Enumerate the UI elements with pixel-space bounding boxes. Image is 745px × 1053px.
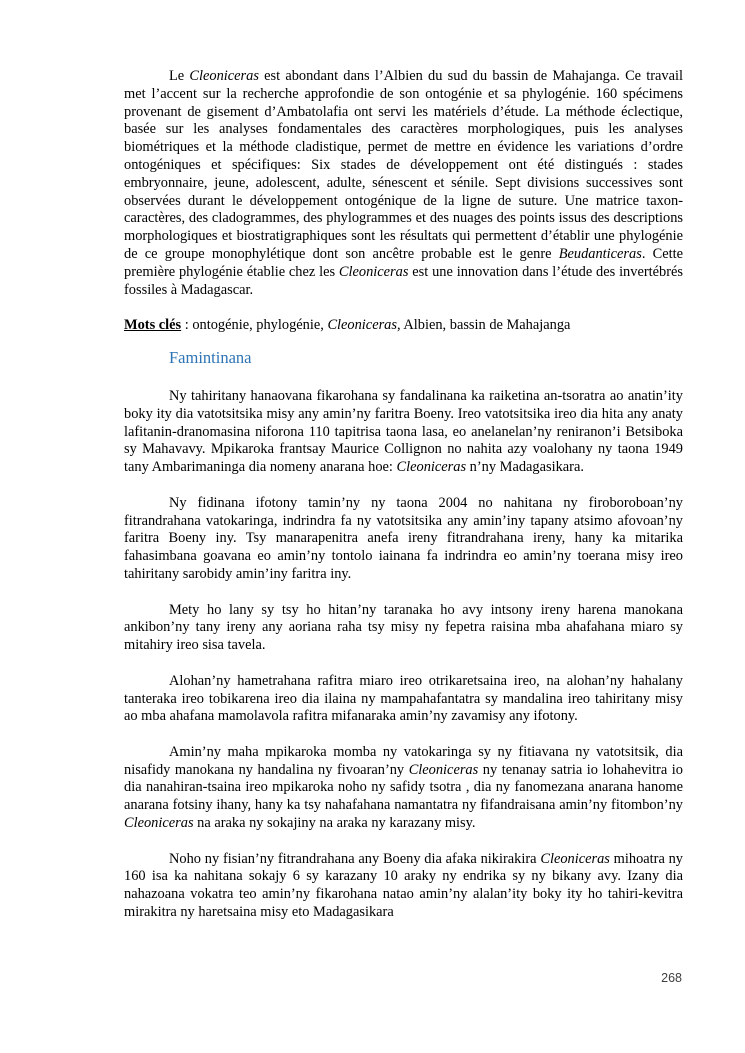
abstract-mg-paragraph-4: Alohan’ny hametrahana rafitra miaro ireo otrikaretsaina ireo, na alohan’ny hahalany tanteraka ireo tobikarena ireo dia ilaina ny mampahafantatra sy mandalina ireo tahiritany misy ao mba ahafana mamolavola rafitra mifanaraka amin’ny zavamisy any ifotony. [124,672,683,725]
abstract-fr-paragraph [124,68,683,299]
genus-name: Cleoniceras [189,68,259,84]
genus-name: Cleoniceras [338,263,409,280]
text-run: , Albien, bassin de Mahajanga [396,317,571,334]
text-run: : ontogénie, phylogénie, [181,317,328,334]
genus-name: Cleoniceras [408,761,479,778]
genus-name: Cleoniceras [540,850,610,867]
genus-name: Cleoniceras [327,317,397,334]
keywords-label: Mots clés [124,317,182,334]
abstract-mg-paragraph-1 [124,388,683,477]
text-run: Amin’ny maha mpikaroka momba ny vatokaringa sy ny fitiavana ny vatotsitsik, dia nisafidy manokana ny handalina ny fivoaran’ny [124,743,683,778]
abstract-mg-paragraph-2: Ny fidinana ifotony tamin’ny ny taona 2004 no nahitana ny firoboroboan’ny fitrandrahana vatokaringa, indrindra fa ny vatotsitsika any amin’iny tapany atsimo afovoan’ny faritra Boeny iny. Tsy manarapenitra anefa ireny fitrandrahana ireny, hany ka mitarika fahasimbana goavana eo amin’ny tontolo iainana fa indrindra eo amin’ny toerana misy ireo tahiritany sarobidy amin’iny faritra iny. [124,494,683,582]
text-run: n’ny Madagasikara. [466,459,584,476]
abstract-mg-paragraph-5 [124,744,683,833]
section-heading: Famintinana [169,347,252,367]
keywords-line [124,317,683,335]
genus-name: Cleoniceras [396,459,467,476]
abstract-mg-paragraph-6 [124,851,683,922]
text-run: na araka ny sokajiny na araka ny karazany misy. [193,815,476,832]
text-run: Ny tahiritany hanaovana fikarohana sy fandalinana ka raiketina an-tsoratra ao anatin’ity boky ity dia vatotsitsika misy any amin’ny faritra Boeny. Ireo vatotsitsika ireo dia hita any anaty lafitanin-dranomasina niforona 110 tapitrisa taona lasa, eo anelanelan’ny reniranon’i Betsiboka sy Mahavavy. Mpikaroka frantsay Maurice Collignon no nahita azy voalohany ny taona 1949 tany Ambarimaninga dia nomeny anarana hoe: [124,387,683,476]
genus-name: Cleoniceras [124,815,194,832]
genus-name: Beudanticeras [558,245,642,262]
text-run: mihoatra ny 160 isa ka nahitana sokajy 6 sy karazany 10 araky ny endrika sy ny bikany avy. Izany dia nahazoana vokatra teo amin’ny fikarohana natao amin’ny alalan’ity boky ity ho tahiri-kevitra mirakitra ny haretsaina misy eto Madagasikara [124,850,684,921]
text-run: Le [169,68,190,84]
page-number: 268 [661,971,682,985]
page-body [124,68,683,922]
text-run: est abondant dans l’Albien du sud du bassin de Mahajanga. Ce travail met l’accent sur la recherche approfondie de son ontogénie et sa phylogénie. 160 spécimens provenant de gisement d’Ambatolafia ont servi les matériels d’étude. La méthode éclectique, basée sur les analyses fondamentales des caractères morphologiques, puis les analyses biométriques et la méthode cladistique, permet de mettre en évidence les variations d’ordre ontogéniques et spécifiques: Six stades de développement ont été distingués : stades embryonnaire, jeune, adolescent, adulte, sénescent et sénile. Sept divisions successives sont observées durant le développement ontogénique de la ligne de suture. Une matrice taxon-caractères, des cladogrammes, des phylogrammes et des nuages des points issus des descriptions morphologiques et biostratigraphiques sont les résultats qui permettent d’établir une phylogénie de ce groupe monophylétique dont son ancêtre probable est le genre [124,68,684,262]
text-run: . Cette première phylogénie établie chez les [124,245,683,280]
abstract-mg-paragraph-3: Mety ho lany sy tsy ho hitan’ny taranaka ho avy intsony ireny harena manokana ankibon’ny tany ireny any aoriana raha tsy misy ny fepetra raisina mba ahafahana miaro sy mitahiry ireo sisa tavela. [124,601,683,654]
text-run: Noho ny fisian’ny fitrandrahana any Boeny dia afaka nikirakira [169,850,541,867]
text-run: est une innovation dans l’étude des invertébrés fossiles à Madagascar. [124,263,683,298]
text-run: ny tenanay satria io lohahevitra io dia nanahiran-tsaina ireo mpikaroka noho ny safidy tsotra , dia ny fanomezana anarana hanome anarana fotsiny ihany, hany ka tsy nahafahana namantatra ny fifandraisana amin’ny fitombon’ny [124,761,683,814]
